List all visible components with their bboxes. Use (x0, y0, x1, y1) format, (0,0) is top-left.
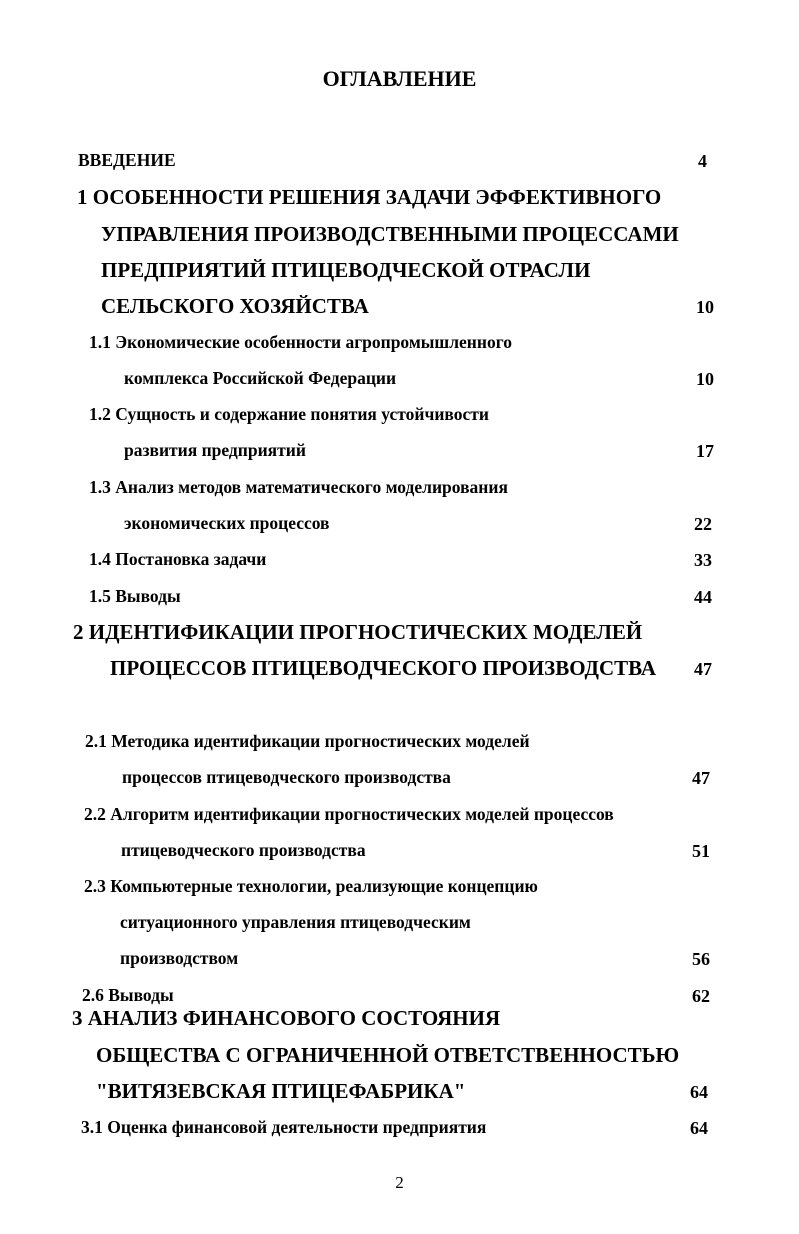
toc-entry-text: 3.1 Оценка финансовой деятельности предприятия (81, 1117, 487, 1137)
toc-entry-text: 1.4 Постановка задачи (89, 549, 267, 569)
toc-entry-text: комплекса Российской Федерации (124, 368, 397, 388)
toc-page-number: 64 (690, 1118, 708, 1138)
toc-entry-text: ситуационного управления птицеводческим (120, 912, 471, 932)
toc-entry-text: 2.1 Методика идентификации прогностических моделей (85, 731, 530, 751)
toc-entry-text: 2 ИДЕНТИФИКАЦИИ ПРОГНОСТИЧЕСКИХ МОДЕЛЕЙ (73, 620, 643, 644)
toc-page-number: 64 (690, 1082, 708, 1102)
toc-page-number: 17 (696, 441, 714, 461)
toc-entry-text: ОБЩЕСТВА С ОГРАНИЧЕННОЙ ОТВЕТСТВЕННОСТЬЮ (96, 1043, 680, 1067)
toc-entry-text: ПРЕДПРИЯТИЙ ПТИЦЕВОДЧЕСКОЙ ОТРАСЛИ (101, 258, 591, 282)
toc-entry-text: 1.3 Анализ методов математического моделирования (89, 477, 508, 497)
toc-page-number: 10 (696, 297, 714, 317)
toc-page-number: 51 (692, 841, 710, 861)
toc-entry-text: 2.6 Выводы (82, 985, 174, 1005)
toc-page-number: 33 (694, 550, 712, 570)
toc-entry-text: 2.2 Алгоритм идентификации прогностических моделей процессов (84, 804, 614, 824)
toc-entry-text: 1 ОСОБЕННОСТИ РЕШЕНИЯ ЗАДАЧИ ЭФФЕКТИВНОГО (77, 185, 662, 209)
toc-page-number: 10 (696, 369, 714, 389)
toc-page-number: 62 (692, 986, 710, 1006)
toc-page-number: 47 (692, 768, 710, 788)
toc-entry-text: ВВЕДЕНИЕ (78, 150, 176, 170)
toc-page-number: 56 (692, 949, 710, 969)
toc-entry-text: УПРАВЛЕНИЯ ПРОИЗВОДСТВЕННЫМИ ПРОЦЕССАМИ (101, 222, 679, 246)
page-number: 2 (395, 1173, 404, 1192)
toc-entry-text: 2.3 Компьютерные технологии, реализующие концепцию (84, 876, 538, 896)
toc-entry-text: птицеводческого производства (121, 840, 366, 860)
toc-entry-text: 1.2 Сущность и содержание понятия устойчивости (89, 404, 489, 424)
toc-entry-text: экономических процессов (124, 513, 330, 533)
toc-entry-text: ПРОЦЕССОВ ПТИЦЕВОДЧЕСКОГО ПРОИЗВОДСТВА (110, 656, 656, 680)
toc-entry-text: 1.5 Выводы (89, 586, 181, 606)
toc-entry-text: производством (120, 948, 239, 968)
page-title: ОГЛАВЛЕНИЕ (322, 66, 477, 91)
toc-entry-text: развития предприятий (124, 440, 306, 460)
toc-entry-text: СЕЛЬСКОГО ХОЗЯЙСТВА (101, 294, 369, 318)
toc-entry-text: процессов птицеводческого производства (122, 767, 451, 787)
toc-page-number: 47 (694, 659, 712, 679)
toc-entry-text: 1.1 Экономические особенности агропромышленного (89, 332, 512, 352)
toc-entry-text: 3 АНАЛИЗ ФИНАНСОВОГО СОСТОЯНИЯ (72, 1006, 501, 1030)
toc-page-number: 4 (698, 151, 707, 171)
toc-entry-text: "ВИТЯЗЕВСКАЯ ПТИЦЕФАБРИКА" (96, 1079, 466, 1103)
toc-page-number: 22 (694, 514, 712, 534)
toc-page-number: 44 (694, 587, 712, 607)
